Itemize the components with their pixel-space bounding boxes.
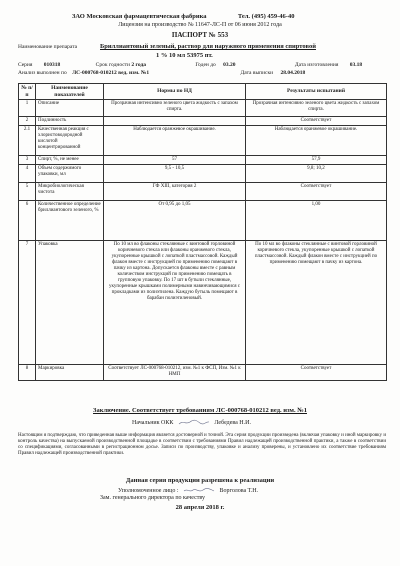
passport-number: 553	[217, 31, 229, 39]
company-name: ЗАО Московская фармацевтическая фабрика	[72, 13, 207, 20]
row-result: По 10 мл во флаконы стеклянные с винтовой горловиной коричневого стекла, укупоренные крышкой с лопаткой пластмассовой. Каждый флакон вместе с инструкцией по применению помещают в пачку из картона.	[246, 241, 387, 365]
series-row	[18, 62, 386, 69]
row-no: 8	[19, 365, 36, 381]
shelf-label: Срок годности	[95, 62, 130, 68]
row-result: 9,8; 10,2	[246, 165, 387, 183]
row-no: 2	[19, 117, 36, 126]
product-name-line1: Бриллиантовый зеленый, раствор для наружного применения спиртовой	[100, 43, 316, 50]
table-row	[19, 365, 387, 381]
col-header-result: Результаты испытаний	[246, 84, 387, 100]
row-norm: По 10 мл во флаконы стеклянные с винтовой горловиной коричневого стекла или флаконы оранжевого стекла, укупоренные крышкой с лопаткой пластмассовой. Каждый флакон вместе с инструкцией по применению помещают в пачку из картона. Допускается флаконы вместе с равным количеством инструкций по применению помещать в групповую упаковку. По 17 шт в бутыли стеклянные, укупоренные крышками полимерными навинчивающимися с прокладками из полиэтилена. Каждую бутыль помещают в барабан полиэтиленовый.	[104, 241, 246, 365]
issue-label: Дата выписки	[240, 70, 274, 76]
analysis-label: Анализ выполнен по	[18, 70, 67, 76]
row-norm: 9,5 - 10,5	[104, 165, 246, 183]
row-result: Соответствует	[246, 365, 387, 381]
analysis-value: ЛС-000768-010212 вед. изм. №1	[72, 70, 150, 76]
otk-signature	[178, 419, 210, 426]
certification-paragraph: Настоящим я подтверждаю, что приведенная выше информация является достоверной и точной. Эта серия продукции произведена (включая упаковку и иной маркировку и контроль качества) на выпускаемой производственной площадке в соответствии с требованиями Правил надлежащей производственной практики, а также в соответствии со спецификациями, согласованными в регистрационном досье. Записи по производству, упаковке и анализу проверены, и установлено их соответствие требованиям Правил надлежащей производственной практики.	[18, 433, 386, 456]
col-header-name: Наименование показателей	[36, 84, 104, 100]
row-name: Объем содержимого упаковки, мл	[36, 165, 104, 183]
authorized-person-line	[118, 487, 258, 495]
row-name: Маркировка	[36, 365, 104, 381]
table-row	[19, 100, 387, 117]
series-label: Серия	[18, 62, 33, 68]
release-date: 28 апреля 2018 г.	[175, 504, 225, 511]
row-no: 7	[19, 241, 36, 365]
otk-label: Начальник ОКК	[132, 419, 174, 426]
authorized-signature	[183, 487, 215, 494]
row-norm: Соответствует ЛС-000768-010212, изм. №1 к ФСП, Изм. №1 к НМП	[104, 365, 246, 381]
mfg-label: Дата изготовления	[294, 62, 339, 68]
table-row	[19, 165, 387, 183]
license-line: Лицензия на производство № 11647-ЛС-П от 06 июня 2012 года	[118, 22, 282, 28]
passport-title	[0, 31, 400, 39]
row-norm: 57	[104, 156, 246, 165]
row-no: 5	[19, 183, 36, 201]
row-result: Прозрачная интенсивно зеленого цвета жидкость с запахом спирта.	[246, 100, 387, 117]
analysis-row	[18, 70, 386, 77]
table-row	[19, 201, 387, 241]
authorized-name: Ворголова Т.Н.	[219, 487, 259, 494]
table-row	[19, 241, 387, 365]
row-norm: Наблюдается оранжевое окрашивание.	[104, 126, 246, 156]
row-no: 1	[19, 100, 36, 117]
issue-value: 28.04.2018	[280, 70, 306, 76]
passport-label: ПАСПОРТ №	[171, 31, 216, 39]
row-name: Качественная реакция с хлористоводородной кислотой концентрированной	[36, 126, 104, 156]
row-name: Подлинность	[36, 117, 104, 126]
col-header-no: № п/п	[19, 84, 36, 100]
product-name-label: Наименование препарата	[18, 44, 78, 50]
product-name-line2: 1 % 10 мл 53975 пт.	[156, 52, 213, 59]
shelf-value: 2 года	[131, 62, 146, 68]
row-name: Микробиологическая чистота	[36, 183, 104, 201]
row-result: 1,00	[246, 201, 387, 241]
row-norm	[104, 117, 246, 126]
valid-value: 03.20	[223, 62, 236, 68]
row-no: 2.1	[19, 126, 36, 156]
row-result: Соответствует	[246, 183, 387, 201]
table-row	[19, 156, 387, 165]
otk-name: Лебедева Н.И.	[214, 419, 251, 426]
row-norm: От 0,95 до 1,05	[104, 201, 246, 241]
mfg-value: 03.18	[349, 62, 363, 68]
conclusion-text: Заключение. Соответствует требованиям ЛС-000768-010212 вед. изм. №1	[93, 407, 307, 414]
results-table	[18, 83, 387, 381]
table-row	[19, 126, 387, 156]
valid-label: Годен до	[195, 62, 216, 68]
row-norm: ГФ XIII, категория 2	[104, 183, 246, 201]
row-no: 4	[19, 165, 36, 183]
row-name: Описание	[36, 100, 104, 117]
row-name: Количественное определение бриллиантового зеленого, %	[36, 201, 104, 241]
row-no: 3	[19, 156, 36, 165]
row-no: 6	[19, 201, 36, 241]
release-title: Данная серия продукции разрешена к реализации	[125, 477, 275, 484]
otk-signature-line	[132, 419, 251, 427]
row-result: 57,9	[246, 156, 387, 165]
row-result: Наблюдается оранжевое окрашивание.	[246, 126, 387, 156]
deputy-title: Зам. генерального директора по качеству	[100, 495, 206, 501]
table-header-row	[19, 84, 387, 100]
row-name: Спирт, %, не менее	[36, 156, 104, 165]
row-name: Упаковка	[36, 241, 104, 365]
series-value: 010318	[43, 62, 61, 68]
company-header	[72, 13, 294, 21]
company-phone: Тел. (495) 459-46-40	[237, 13, 295, 20]
table-row	[19, 183, 387, 201]
row-norm: Прозрачная интенсивно зеленого цвета жидкость с запахом спирта.	[104, 100, 246, 117]
row-result: Соответствует	[246, 117, 387, 126]
table-row	[19, 117, 387, 126]
col-header-norm: Нормы по НД	[104, 84, 246, 100]
authorized-label: Уполномоченное лицо :	[118, 487, 179, 494]
